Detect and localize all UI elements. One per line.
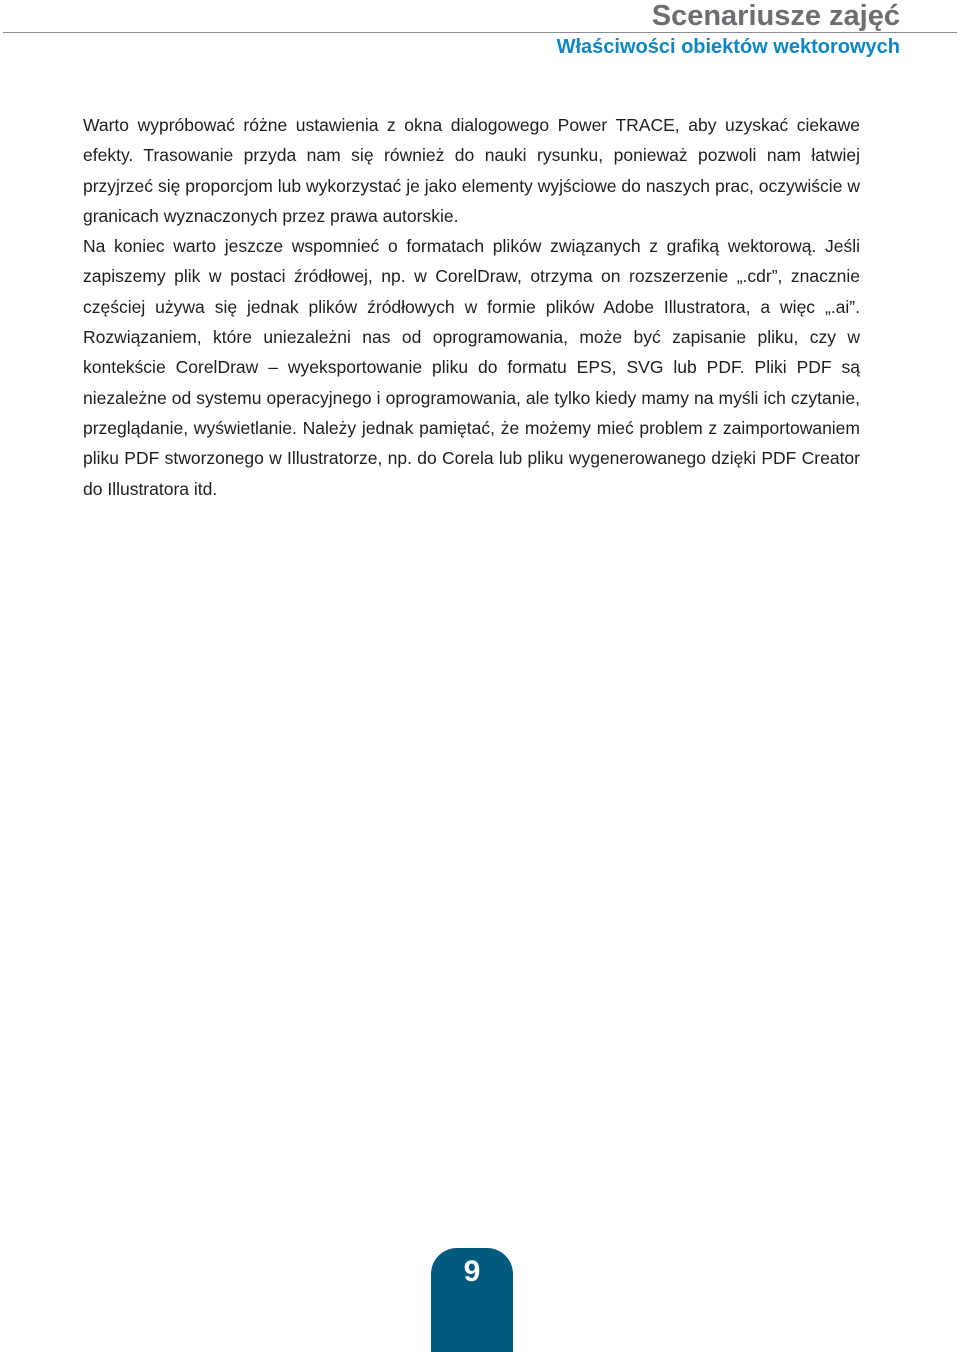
header-divider: [3, 32, 957, 33]
paragraph: Na koniec warto jeszcze wspomnieć o formatach plików związanych z grafiką wektorową. Jeśli zapiszemy plik w postaci źródłowej, np. w CorelDraw, otrzyma on rozszerzenie „.cdr”, znacznie częściej używa się jednak plików źródłowych w formie plików Adobe Illustratora, a więc „.ai”. Rozwiązaniem, które uniezależni nas od oprogramowania, może być zapisanie pliku, czy w kontekście CorelDraw – wyeksportowanie pliku do formatu EPS, SVG lub PDF. Pliki PDF są niezależne od systemu operacyjnego i oprogramowania, ale tylko kiedy mamy na myśli ich czytanie, przeglądanie, wyświetlanie. Należy jednak pamiętać, że możemy mieć problem z zaimportowaniem pliku PDF stworzonego w Illustratorze, np. do Corela lub pliku wygenerowanego dzięki PDF Creator do Illustratora itd.: [83, 236, 860, 499]
page-header: [0, 0, 960, 64]
page-number-tab: [431, 1248, 513, 1352]
body-text: [83, 110, 860, 504]
page-number: 9: [463, 1255, 481, 1288]
document-title: Scenariusze zajęć: [651, 0, 900, 32]
paragraph: Warto wypróbować różne ustawienia z okna dialogowego Power TRACE, aby uzyskać ciekawe efekty. Trasowanie przyda nam się również do nauki rysunku, ponieważ pozwoli nam łatwiej przyjrzeć się proporcjom lub wykorzystać je jako elementy wyjściowe do naszych prac, oczywiście w granicach wyznaczonych przez prawa autorskie.: [83, 115, 860, 226]
section-subtitle: Właściwości obiektów wektorowych: [556, 36, 900, 58]
